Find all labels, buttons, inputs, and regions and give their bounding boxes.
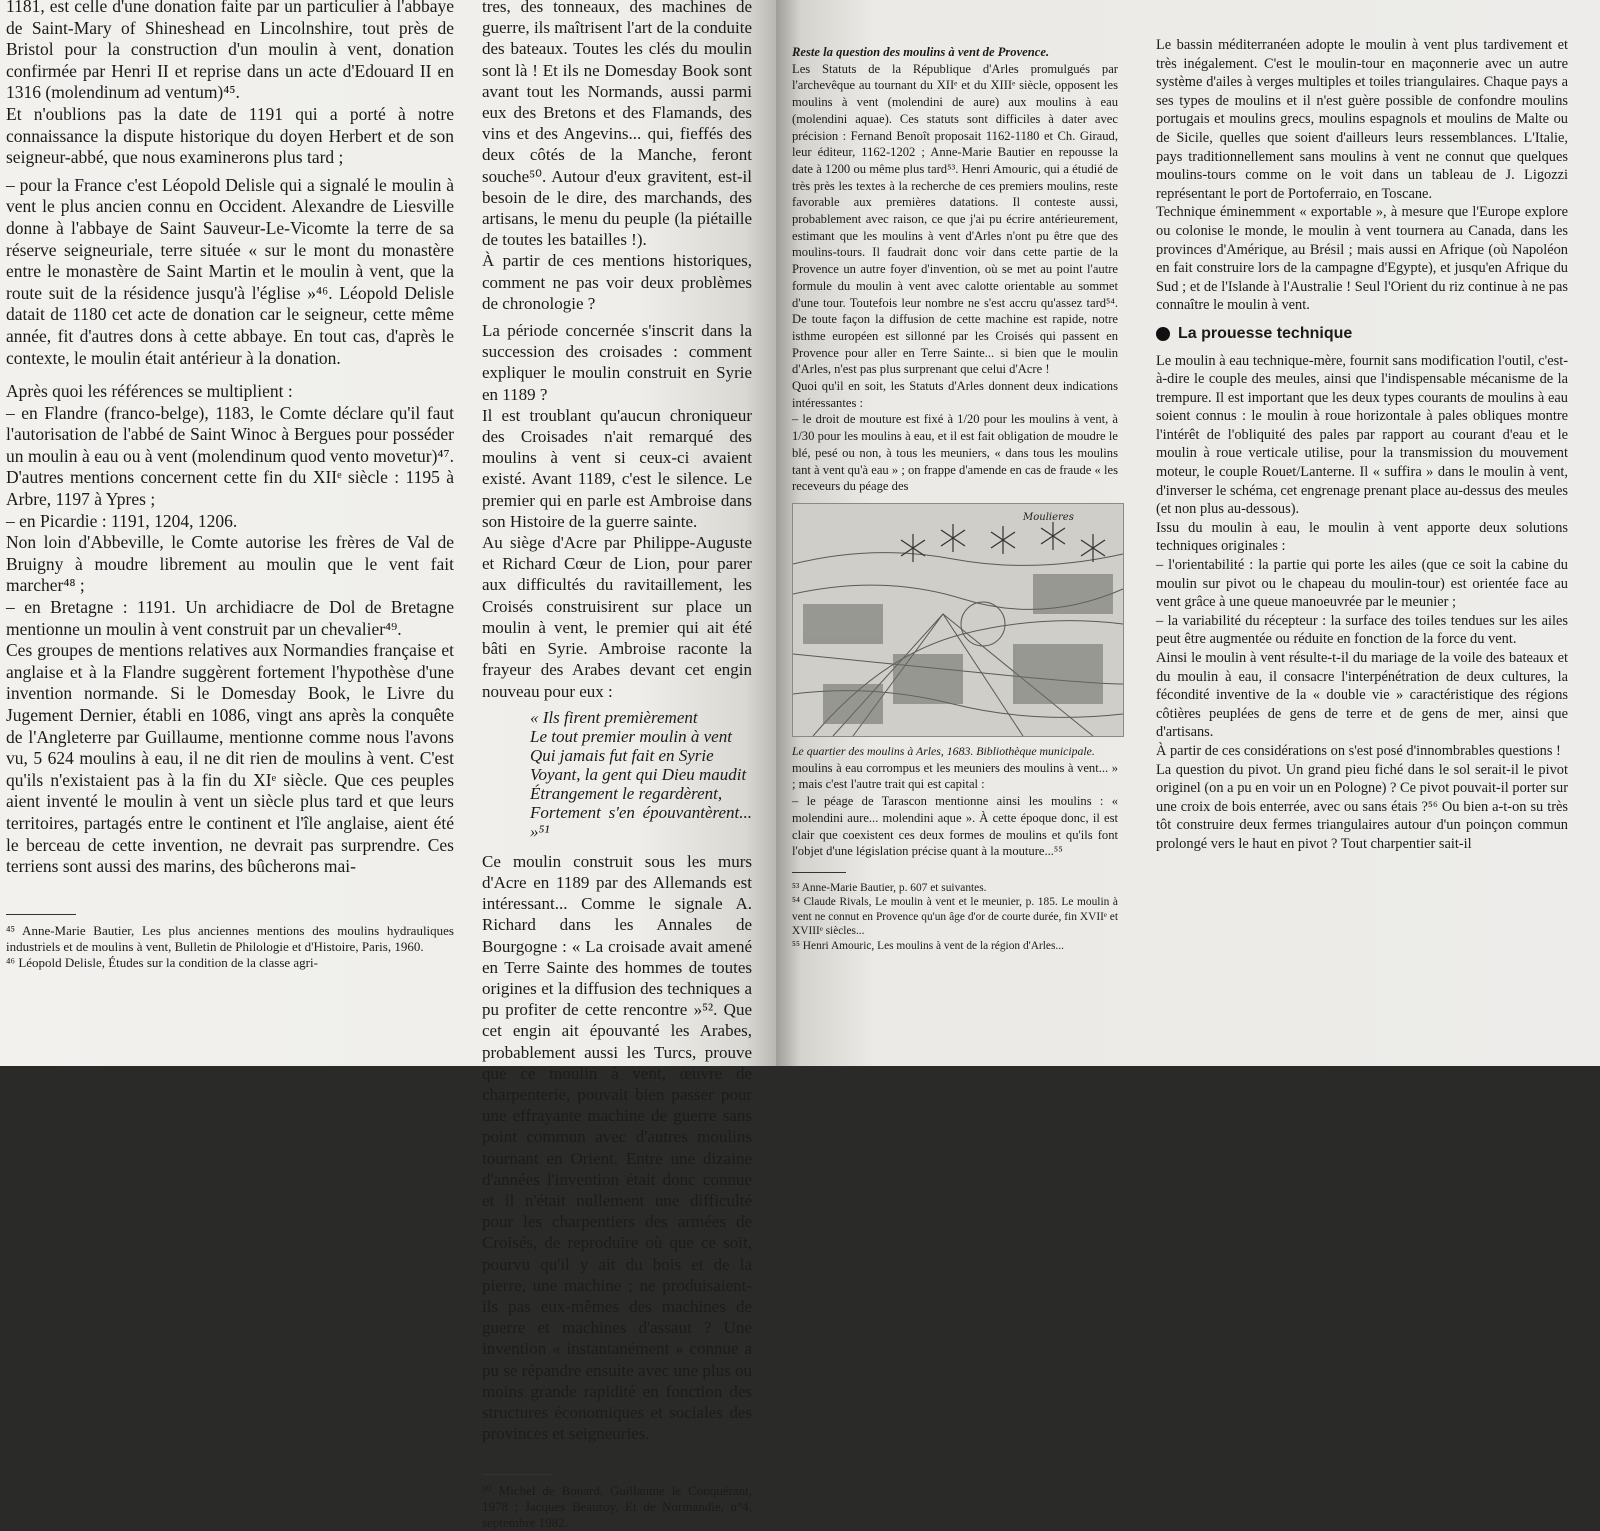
- paragraph: – en Flandre (franco-belge), 1183, le Comte déclare qu'il faut l'autorisation de l'abbé de Saint Winoc à Bergues pour posséder un moulin à eau ou à vent (molendinum quod vento movetur)⁴⁷. D'autres mentions concernent cette fin du XIIᵉ siècle : 1195 à Arbre, 1197 à Ypres ;: [6, 402, 454, 510]
- paragraph: Technique éminemment « exportable », à mesure que l'Europe explore ou colonise le monde, le moulin à vent tournera au Canada, dans les provinces d'Amérique, au Brésil ; mais aussi en Afrique (où Napoléon en fait construire lors de la campagne d'Egypte), et jusqu'en Afrique du Sud ; et de l'Islande à l'Australie ! Seul l'Orient du riz continue à ne pas connaître le moulin à vent.: [1156, 204, 1568, 314]
- paragraph: 1181, est celle d'une donation faite par un particulier à l'abbaye de Saint-Mary of Shineshead en Lincolnshire, tout près de Bristol pour la construction d'un moulin à vent, donation confirmée par Henri II et reprise dans un acte d'Edouard II en 1316 (molendinum ad ventum)⁴⁵.: [6, 0, 454, 103]
- arles-map-illustration: [793, 504, 1123, 736]
- paragraph: Au siège d'Acre par Philippe-Auguste et Richard Cœur de Lion, pour parer aux difficultés du ravitaillement, les Croisés construisirent sur place un moulin à vent, le premier qui ait été bâti en Syrie. Ambroise raconte la frayeur des Arabes devant cet engin nouveau pour eux :: [482, 533, 752, 701]
- left-page: [0, 0, 776, 1531]
- poem-quote: [482, 708, 752, 841]
- paragraph: Le moulin à eau technique-mère, fournit sans modification l'outil, c'est-à-dire le couple des meules, ainsi que l'indispensable mécanisme de la trempure. Il est important que les deux types courants de moulins à eau soient connus : le moulin à roue horizontale à pales obliques montre l'intérêt de l'obliquité des pales par rapport au courant d'eau et le moulin à roue verticale utilise, pour la transmission du mouvement moteur, le couple Rouet/Lanterne. Il « suffira » dans le moulin à vent, d'inverser le schéma, cet engrenage prenant place au-dessus des meules (et non plus au-dessous).: [1156, 352, 1568, 518]
- poem-line: Étrangement le regardèrent,: [530, 783, 723, 803]
- section-heading: [1156, 325, 1568, 344]
- paragraph: – la variabilité du récepteur : la surface des toiles tendues sur les ailes peut être augmentée ou réduite en fonction de la force du vent.: [1156, 612, 1568, 648]
- paragraph: Non loin d'Abbeville, le Comte autorise les frères de Val de Bruigny à moudre librement au moulin que le vent fait marcher⁴⁸ ;: [6, 532, 454, 596]
- footnote: ⁴⁵ Anne-Marie Bautier, Les plus anciennes mentions des moulins hydrauliques industriels et de moulins à vent, Bulletin de Philologie et d'Histoire, Paris, 1960.: [6, 922, 454, 954]
- footnote: ⁵⁵ Henri Amouric, Les moulins à vent de la région d'Arles...: [792, 939, 1064, 952]
- footnote-rule: [792, 872, 846, 873]
- paragraph: Quoi qu'il en soit, les Statuts d'Arles donnent deux indications intéressantes :: [792, 379, 1118, 410]
- left-column-2: [482, 0, 752, 1531]
- paragraph: Le bassin méditerranéen adopte le moulin à vent plus tardivement et très inégalement. C'est le moulin-tour en maçonnerie avec un autre système d'ailes à verges multiples et toiles triangulaires. Chaque pays a ses types de moulins et il n'est guère possible de confondre moulins portugais et moulins grecs, moulins espagnols et moulins de Malte ou de Sicile, quelles que soient d'ailleurs leurs ressemblances. L'Italie, pays traditionnellement sans moulins à vent ne connut que quelques moulins-tours comme on le voit dans un tableau de J. Ligozzi représentant le port de Portoferraio, en Toscane.: [1156, 37, 1568, 202]
- footnote: ⁵⁰ Michel de Bouard, Guillaume le Conquérant, 1978 ; Jacques Beauroy, Et de Normandie, n°4, septembre 1982.: [482, 1483, 752, 1531]
- paragraph: Ce moulin construit sous les murs d'Acre en 1189 par des Allemands est intéressant... Comme le signale A. Richard dans les Annales de Bourgogne : « La croisade avait amené en Terre Sainte des hommes de toutes origines et la diffusion des techniques a pu profiter de cette rencontre »⁵². Que cet engin ait épouvanté les Arabes, probablement aussi les Turcs, prouve que ce moulin à vent, œuvre de charpenterie, pouvait bien passer pour une effrayante machine de guerre sans point commun avec d'autres moulins tournant en Orient. Entre une dizaine d'années l'invention était donc connue et il n'était nullement une difficulté pour les charpentiers des armées de Croisés, de reproduire où que ce soit, pourvu qu'il y ait du bois et de la pierre, une machine ; ne produisaient-ils pas eux-mêmes des machines de guerre et machines d'assaut ? Une invention « instantanément » connue a pu se répandre ensuite avec une plus ou moins grande rapidité en fonction des structures économiques et sociales des provinces et seigneuries.: [482, 851, 752, 1444]
- footnote: ⁵³ Anne-Marie Bautier, p. 607 et suivantes.: [792, 881, 987, 894]
- bullet-icon: [1156, 327, 1170, 341]
- right-column-2: [1156, 36, 1568, 854]
- poem-line: Voyant, la gent qui Dieu maudit: [530, 764, 747, 784]
- paragraph: Après quoi les références se multiplient :: [6, 381, 293, 402]
- paragraph: Ces groupes de mentions relatives aux Normandies française et anglaise et à la Flandre suggèrent fortement l'hypothèse d'une invention normande. Si le Domesday Book, le Livre du Jugement Dernier, établi en 1086, vingt ans après la conquête de l'Angleterre par Guillaume, mentionne comme nous l'avons vu, 5 624 moulins à eau, il ne dit rien de moulins à vent. C'est qu'ils n'existaient pas à la fin du XIᵉ siècle. Que ces peuples aient inventé le moulin à vent un siècle plus tard et que leurs territoires, partagés entre le continent et l'île anglaise, aient été le berceau de cette invention, ne devrait pas surprendre. Ces terriens sont aussi des marins, des bûcherons mai-: [6, 640, 454, 877]
- paragraph: – le droit de mouture est fixé à 1/20 pour les moulins à vent, à 1/30 pour les moulins à eau, et il est fait obligation de moudre le blé, pesé ou non, à tous les meuniers, « dans tous les moulins tant à vent qu'à eau » ; on frappe d'amende en cas de fraude « les receveurs du péage des: [792, 412, 1118, 494]
- paragraph: La question du pivot. Un grand pieu fiché dans le sol serait-il le pivot originel (on a pu en voir un en Pologne) ? Ce pivot pouvait-il porter sur une croix de bois enterrée, avec ou sans étais ?⁵⁶ Ou bien a-t-on su très tôt construire deux fermes triangulaires autour d'un poinçon commun prolongé vers le haut en pivot ? Tout charpentier sait-il: [1156, 761, 1568, 852]
- footnote: ⁵⁴ Claude Rivals, Le moulin à vent et le meunier, p. 185. Le moulin à vent ne connut en Provence qu'un âge d'or de courte durée, fin XVIIᵉ et XVIIIᵉ siècles...: [792, 896, 1118, 938]
- footnote-rule: [482, 1474, 552, 1475]
- paragraph: La période concernée s'inscrit dans la succession des croisades : comment expliquer le moulin construit en Syrie en 1189 ?: [482, 321, 752, 404]
- left-column-1: [6, 0, 454, 971]
- poem-line: « Ils firent premièrement: [530, 707, 698, 727]
- paragraph: – en Bretagne : 1191. Un archidiacre de Dol de Bretagne mentionne un moulin à vent construit par un chevalier⁴⁹.: [6, 597, 454, 639]
- footnote: ⁴⁶ Léopold Delisle, Études sur la condition de la classe agri-: [6, 954, 318, 970]
- paragraph: À partir de ces considérations on s'est posé d'innombrables questions !: [1156, 742, 1561, 759]
- poem-line: Le tout premier moulin à vent: [530, 726, 732, 746]
- figure-label: Moulieres: [1023, 511, 1074, 523]
- poem-line: Fortement s'en épouvantèrent... »⁵¹: [530, 802, 752, 841]
- section-heading-italic: Reste la question des moulins à vent de Provence.: [792, 45, 1050, 59]
- footnote-rule: [6, 914, 76, 915]
- paragraph: À partir de ces mentions historiques, comment ne pas voir deux problèmes de chronologie ?: [482, 251, 752, 313]
- right-page: [776, 0, 1600, 1066]
- paragraph: – en Picardie : 1191, 1204, 1206.: [6, 510, 238, 531]
- paragraph: – l'orientabilité : la partie qui porte les ailes (que ce soit la cabine du moulin sur pivot ou le chapeau du moulin-tour) est orientée face au vent grâce à une queue manoeuvrée par le meunier ;: [1156, 557, 1568, 611]
- poem-line: Qui jamais fut fait en Syrie: [530, 745, 714, 765]
- paragraph: Et n'oublions pas la date de 1191 qui a porté à notre connaissance la dispute historique du doyen Herbert et de son seigneur-abbé, que nous examinerons plus tard ;: [6, 103, 454, 168]
- section-title: La prouesse technique: [1178, 324, 1353, 342]
- figure-caption: Le quartier des moulins à Arles, 1683. Bibliothèque municipale.: [792, 743, 1095, 758]
- paragraph: Il est troublant qu'aucun chroniqueur des Croisades n'ait remarqué des moulins à vent si ceux-ci avaient existé. Avant 1189, c'est le silence. Le premier qui en parle est Ambroise dans son Histoire de la guerre sainte.: [482, 405, 752, 531]
- right-column-1: [792, 44, 1118, 953]
- paragraph: tres, des tonneaux, des machines de guerre, ils maîtrisent l'art de la conduite des bateaux. Toutes les clés du moulin sont là ! Et ils ne Domesday Book sont avant tout les Normands, aussi parmi eux des Bretons et des Flamands, des vins et des Angevins... qui, fieffés des deux côtés de la Manche, feront souche⁵⁰. Autour d'eux gravitent, est-il besoin de le dire, des marchands, des artisans, le menu du peuple (la piétaille de toutes les batailles !).: [482, 0, 752, 250]
- paragraph: – le péage de Tarascon mentionne ainsi les moulins : « molendini aure... molendini aque ». À cette époque donc, il est clair que coexistent ces deux formes de moulins et qu'ils font l'objet d'une législation précise quant à la mouture...⁵⁵: [792, 794, 1118, 859]
- paragraph: Ainsi le moulin à vent résulte-t-il du mariage de la voile des bateaux et du moulin à eau, il consacre l'interpénétration de deux cultures, la fécondité inventive de la « double vie » caractéristique des régions côtières peuplées de gens de terre et de gens de mer, ainsi que d'artisans.: [1156, 650, 1568, 741]
- paragraph: Issu du moulin à eau, le moulin à vent apporte deux solutions techniques originales :: [1156, 519, 1568, 555]
- paragraph: – pour la France c'est Léopold Delisle qui a signalé le moulin à vent le plus ancien connu en Occident. Alexandre de Liesville donne à l'abbaye de Saint Sauveur-Le-Vicomte la terre de sa réserve seigneuriale, terre située « sur le mont du monastère entre le monastère de Saint Martin et le moulin à vent, que la route suit de la résidence jusqu'à l'église »⁴⁶. Léopold Delisle datait de 1180 cet acte de donation car le seigneur, cette même année, fit d'autres dons à cette abbaye. En tout cas, d'après le contexte, le moulin était antérieur à la donation.: [6, 174, 454, 368]
- paragraph: moulins à eau corrompus et les meuniers des moulins à vent... » ; mais c'est l'autre trait qui est capital :: [792, 760, 1118, 792]
- engraving-figure: [792, 503, 1124, 737]
- paragraph: Les Statuts de la République d'Arles promulgués par l'archevêque au tournant du XIIᵉ et du XIIIᵉ siècle, opposent les moulins à vent (molendini de aure) aux moulins à eau (molendini aquae). Ces statuts sont difficiles à dater avec précision : Fernand Benoît proposait 1162-1180 et Ch. Giraud, leur éditeur, 1162-1202 ; Anne-Marie Bautier en repousse la date à 1200 ou même plus tard⁵³. Henri Amouric, qui a étudié de très près les textes à la recherche de ces premiers moulins, reste favorable aux premières datations. Il conteste aussi, probablement avec raison, ce que j'ai pu écrire antérieurement, estimant que les moulins à vent d'Arles n'ont pu être que des moulins-tours. Il faudrait donc voir dans cette partie de la Provence un autre foyer d'invention, où se met au point l'autre formule du moulin à vent avec calotte orientable au sommet d'une tour. Toutefois leur nombre ne s'est accru qu'assez tard⁵⁴. De toute façon la diffusion de cette machine est rapide, notre isthme européen est sillonné par les Croisés qui passent en Provence pour aller en Terre Sainte... si bien que le moulin d'Arles, n'est pas plus surprenant que celui d'Acre !: [792, 61, 1118, 377]
